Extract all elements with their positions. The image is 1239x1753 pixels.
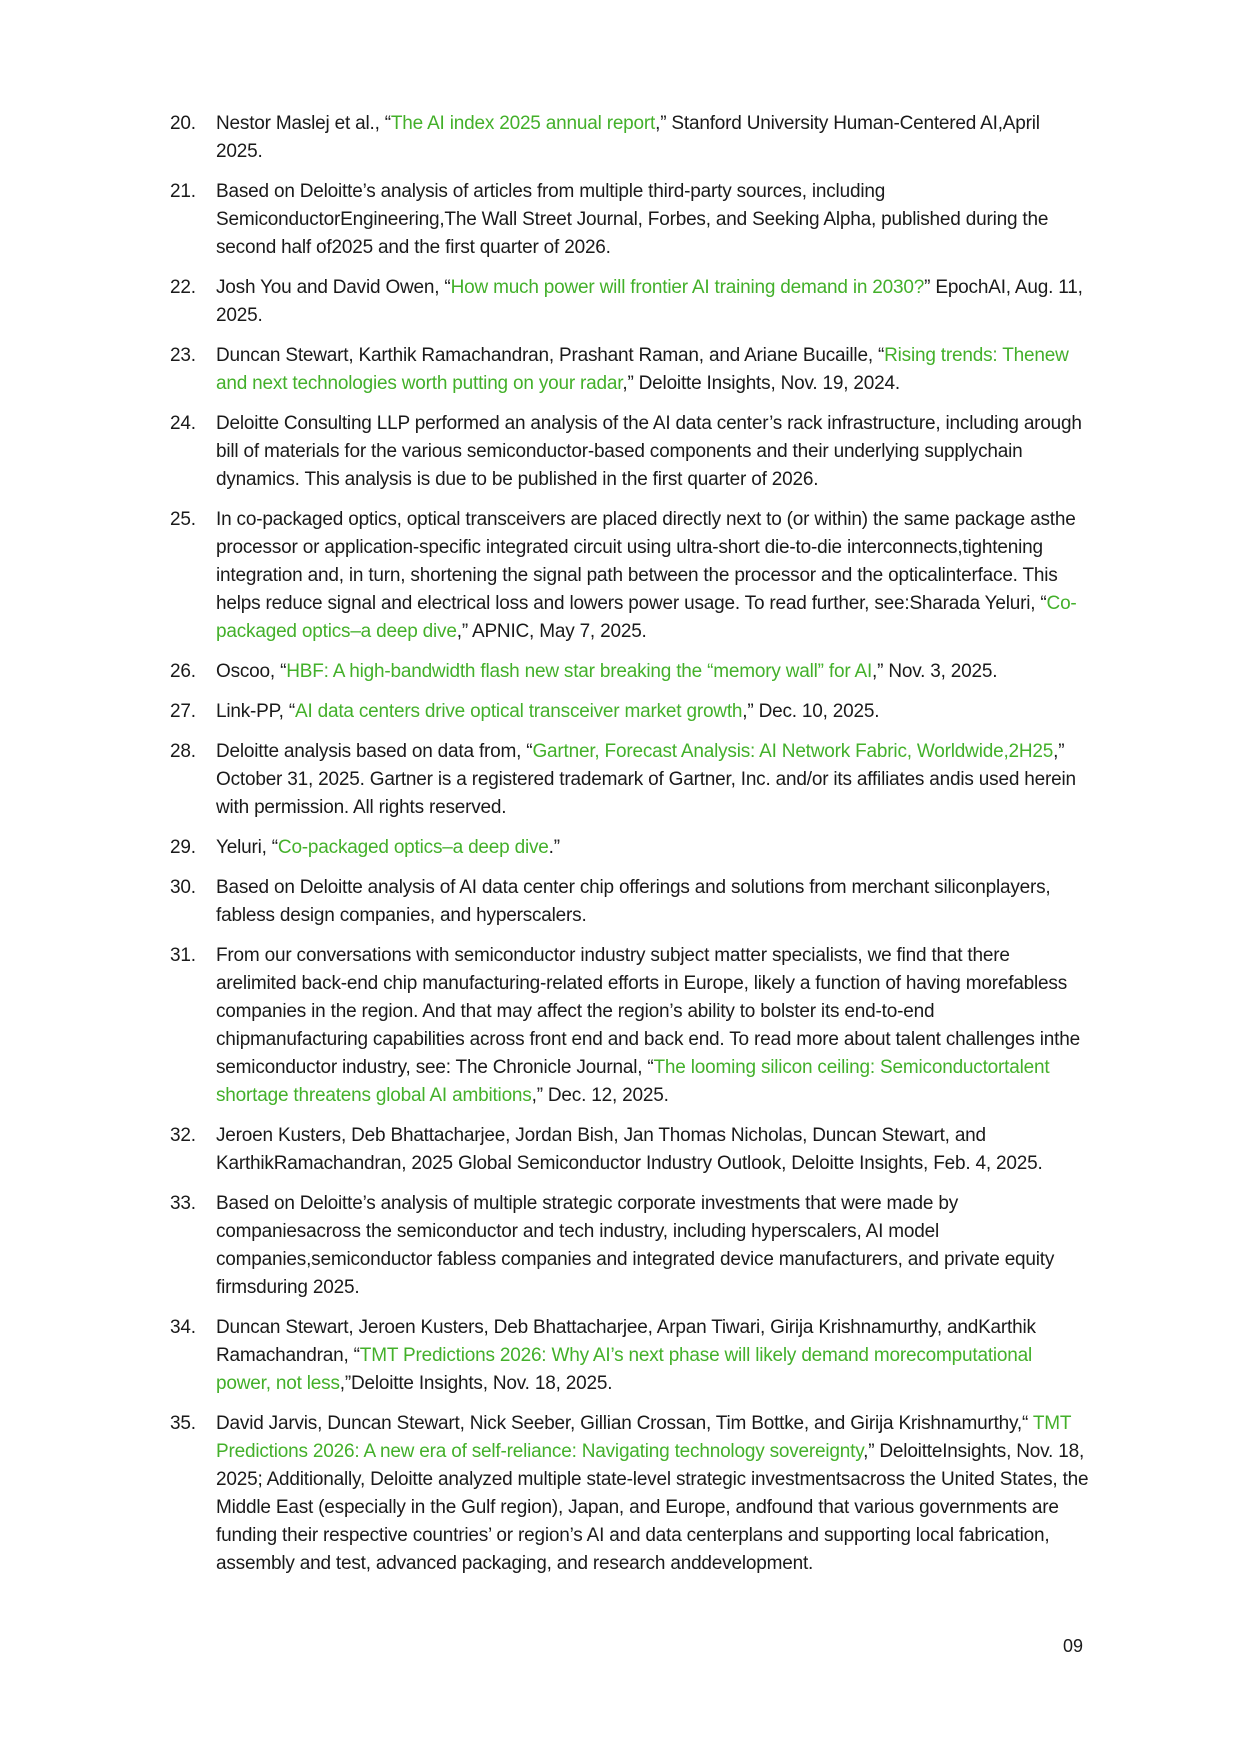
citation-text: Yeluri, “	[216, 837, 278, 858]
citation-text: Josh You and David Owen, “	[216, 277, 451, 298]
citation-text: Nestor Maslej et al., “	[216, 113, 391, 134]
endnote-text	[216, 698, 1090, 726]
endnote-number: 35.	[170, 1413, 196, 1434]
endnote-text	[216, 738, 1090, 822]
endnote-text	[216, 874, 1090, 930]
citation-link[interactable]: Rising trends: Thenew and next technologies worth putting on your radar	[216, 345, 1069, 394]
endnote-text	[216, 410, 1090, 494]
citation-text: Duncan Stewart, Karthik Ramachandran, Prashant Raman, and Ariane Bucaille, “	[216, 345, 885, 366]
endnote-number: 22.	[170, 277, 196, 298]
citation-text: ,” DeloitteInsights, Nov. 18, 2025; Additionally, Deloitte analyzed multiple state-level strategic investmentsacross the United States, the Middle East (especially in the Gulf region), Japan, and Europe, andfound that various governments are funding their respective countries’ or region’s AI and data centerplans and supporting local fabrication, assembly and test, advanced packaging, and research anddevelopment.	[216, 1441, 1089, 1574]
citation-link[interactable]: HBF: A high-bandwidth flash new star breaking the “memory wall” for AI	[286, 661, 873, 682]
citation-link[interactable]: The AI index 2025 annual report	[390, 113, 656, 134]
page-number: 09	[1062, 1636, 1083, 1656]
citation-text: .”	[548, 837, 560, 858]
endnote-item	[170, 698, 1090, 726]
citation-text: ” EpochAI, Aug. 11, 2025.	[216, 277, 1083, 326]
endnote-text	[216, 506, 1090, 646]
citation-link[interactable]: Co-packaged optics–a deep dive	[277, 837, 549, 858]
endnote-item	[170, 658, 1090, 686]
endnote-item	[170, 1190, 1090, 1302]
endnote-text	[216, 178, 1090, 262]
citation-link[interactable]: AI data centers drive optical transceiver market growth	[294, 701, 743, 722]
endnote-number: 21.	[170, 181, 196, 202]
citation-link[interactable]: The looming silicon ceiling: Semiconductortalent shortage threatens global AI ambitions	[216, 1057, 1050, 1106]
endnote-number: 25.	[170, 509, 196, 530]
citation-text: ,” Dec. 12, 2025.	[531, 1085, 669, 1106]
endnote-item	[170, 942, 1090, 1110]
citation-text: ,” October 31, 2025. Gartner is a registered trademark of Gartner, Inc. and/or its affiliates andis used herein with permission. All rights reserved.	[216, 741, 1076, 818]
endnote-number: 20.	[170, 113, 196, 134]
endnotes-list	[170, 110, 1090, 1590]
endnote-number: 28.	[170, 741, 196, 762]
endnote-item	[170, 506, 1090, 646]
citation-text: Deloitte Consulting LLP performed an analysis of the AI data center’s rack infrastructure, including arough bill of materials for the various semiconductor-based components and their underlying supplychain dynamics. This analysis is due to be published in the first quarter of 2026.	[216, 413, 1082, 490]
citation-link[interactable]: TMT Predictions 2026: Why AI’s next phase will likely demand morecomputational power, not less	[216, 1345, 1033, 1394]
endnote-number: 32.	[170, 1125, 196, 1146]
endnote-number: 23.	[170, 345, 196, 366]
endnote-item	[170, 342, 1090, 398]
endnote-text	[216, 110, 1090, 166]
endnote-text	[216, 274, 1090, 330]
endnote-text	[216, 1410, 1090, 1578]
citation-text: ,” Stanford University Human-Centered AI,April 2025.	[216, 113, 1040, 162]
endnote-item	[170, 1314, 1090, 1398]
citation-link[interactable]: Gartner, Forecast Analysis: AI Network Fabric, Worldwide,2H25	[532, 741, 1054, 762]
endnote-item	[170, 738, 1090, 822]
citation-text: Link-PP, “	[216, 701, 295, 722]
citation-text: ,” Nov. 3, 2025.	[872, 661, 998, 682]
citation-text: Duncan Stewart, Jeroen Kusters, Deb Bhattacharjee, Arpan Tiwari, Girija Krishnamurthy, andKarthik Ramachandran, “	[216, 1317, 1036, 1366]
citation-text: Jeroen Kusters, Deb Bhattacharjee, Jordan Bish, Jan Thomas Nicholas, Duncan Stewart, and KarthikRamachandran, 2025 Global Semiconductor Industry Outlook, Deloitte Insights, Feb. 4, 2025.	[216, 1125, 1043, 1174]
endnote-item	[170, 1122, 1090, 1178]
citation-text: Oscoo, “	[216, 661, 287, 682]
endnote-text	[216, 342, 1090, 398]
citation-text: From our conversations with semiconductor industry subject matter specialists, we find that there arelimited back-end chip manufacturing-related efforts in Europe, likely a function of having morefabless companies in the region. And that may affect the region’s ability to bolster its end-to-end chipmanufacturing capabilities across front end and back end. To read more about talent challenges inthe semiconductor industry, see: The Chronicle Journal, “	[216, 945, 1080, 1078]
endnote-number: 34.	[170, 1317, 196, 1338]
endnote-text	[216, 834, 1090, 862]
citation-text: ,” Deloitte Insights, Nov. 19, 2024.	[622, 373, 900, 394]
citation-text: In co-packaged optics, optical transceivers are placed directly next to (or within) the same package asthe processor or application-specific integrated circuit using ultra-short die-to-die interconnects,tightening integration and, in turn, shortening the signal path between the processor and the opticalinterface. This helps reduce signal and electrical loss and lowers power usage. To read further, see:Sharada Yeluri, “	[216, 509, 1076, 614]
endnote-text	[216, 658, 1090, 686]
endnote-number: 24.	[170, 413, 196, 434]
citation-text: David Jarvis, Duncan Stewart, Nick Seeber, Gillian Crossan, Tim Bottke, and Girija Krishnamurthy,“	[216, 1413, 1033, 1434]
citation-link[interactable]: TMT Predictions 2026: A new era of self-reliance: Navigating technology sovereignty	[216, 1413, 1071, 1462]
citation-text: Based on Deloitte’s analysis of articles from multiple third-party sources, including SemiconductorEngineering,The Wall Street Journal, Forbes, and Seeking Alpha, published during the second half of2025 and the first quarter of 2026.	[216, 181, 1049, 258]
endnote-number: 29.	[170, 837, 196, 858]
citation-link[interactable]: Co-packaged optics–a deep dive	[216, 593, 1077, 642]
endnote-item	[170, 834, 1090, 862]
endnote-item	[170, 410, 1090, 494]
citation-text: Based on Deloitte’s analysis of multiple strategic corporate investments that were made by companiesacross the semiconductor and tech industry, including hyperscalers, AI model companies,semiconductor fabless companies and integrated device manufacturers, and private equity firmsduring 2025.	[216, 1193, 1055, 1298]
endnote-item	[170, 874, 1090, 930]
endnote-text	[216, 942, 1090, 1110]
endnote-item	[170, 178, 1090, 262]
endnote-number: 30.	[170, 877, 196, 898]
citation-text: ,” Dec. 10, 2025.	[742, 701, 880, 722]
endnote-text	[216, 1190, 1090, 1302]
citation-link[interactable]: How much power will frontier AI training demand in 2030?	[450, 277, 925, 298]
endnote-text	[216, 1314, 1090, 1398]
endnote-number: 26.	[170, 661, 196, 682]
endnote-number: 31.	[170, 945, 196, 966]
endnote-number: 27.	[170, 701, 196, 722]
citation-text: ,”Deloitte Insights, Nov. 18, 2025.	[339, 1373, 613, 1394]
endnote-item	[170, 274, 1090, 330]
endnote-number: 33.	[170, 1193, 196, 1214]
endnote-item	[170, 110, 1090, 166]
citation-text: Based on Deloitte analysis of AI data center chip offerings and solutions from merchant siliconplayers, fabless design companies, and hyperscalers.	[216, 877, 1051, 926]
citation-text: Deloitte analysis based on data from, “	[216, 741, 533, 762]
endnote-item	[170, 1410, 1090, 1578]
endnote-text	[216, 1122, 1090, 1178]
citation-text: ,” APNIC, May 7, 2025.	[456, 621, 647, 642]
